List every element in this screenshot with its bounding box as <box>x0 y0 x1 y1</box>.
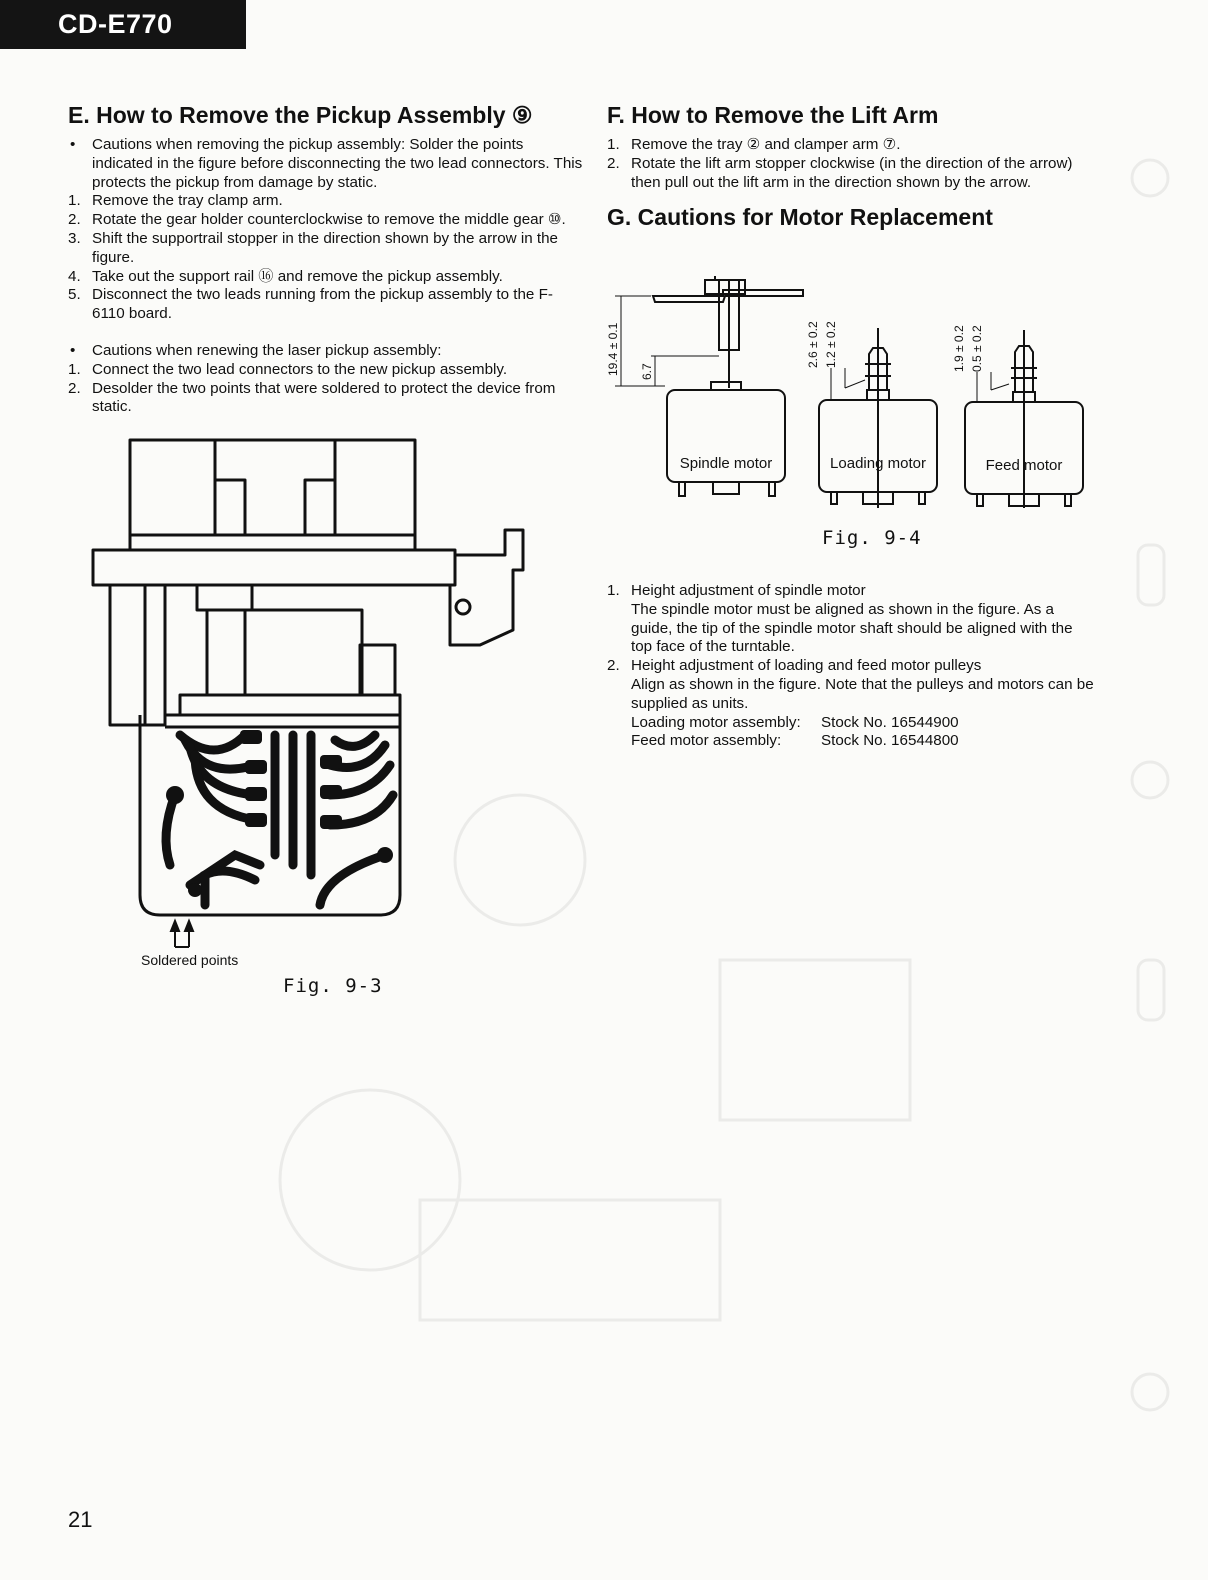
list-item: 1. Connect the two lead connectors to the new pickup assembly. <box>68 360 508 378</box>
list-item: 2. Desolder the two points that were soldered to protect the device from static. <box>68 379 556 416</box>
loading-stock-number: Stock No. 16544900 <box>821 713 959 731</box>
note-1-body: The spindle motor must be aligned as shown in the figure. As a guide, the tip of the spindle motor shaft should be aligned with the top face of the turntable. <box>631 600 1073 656</box>
list-item: 2. Rotate the gear holder counterclockwise to remove the middle gear ⑩. <box>68 211 566 229</box>
list-item: 3. Shift the supportrail stopper in the direction shown by the arrow in the figure. <box>68 229 559 266</box>
dim-spindle-shaft: 6.7 <box>640 363 654 380</box>
dim-loading-b: 1.2 ± 0.2 <box>824 321 838 368</box>
spindle-motor-label: Spindle motor <box>679 455 773 472</box>
feed-stock-number: Stock No. 16544800 <box>821 732 959 750</box>
caution-renewing: • Cautions when renewing the laser pickup assembly: <box>68 342 584 361</box>
loading-motor-label: Loading motor <box>830 455 926 472</box>
section-f <box>607 100 1097 238</box>
figure-9-4-caption: Fig. 9-4 <box>822 527 922 549</box>
list-item: 1. Remove the tray clamp arm. <box>68 192 283 210</box>
section-e <box>68 100 584 417</box>
soldered-points-label: Soldered points <box>141 952 239 968</box>
list-item: 5. Disconnect the two leads running from the pickup assembly to the F-6110 board. <box>68 286 553 323</box>
dim-loading-a: 2.6 ± 0.2 <box>806 321 820 368</box>
feed-assembly-label: Feed motor assembly: <box>631 732 782 750</box>
dim-feed-a: 1.9 ± 0.2 <box>952 325 966 372</box>
list-item: 1. Remove the tray ② and clamper arm ⑦. <box>607 136 901 153</box>
note-1-title: Height adjustment of spindle motor <box>631 582 866 599</box>
dim-feed-b: 0.5 ± 0.2 <box>970 325 984 372</box>
figure-9-3-caption: Fig. 9-3 <box>283 975 383 997</box>
dim-spindle-total: 19.4 ± 0.1 <box>606 322 620 376</box>
motor-height-diagram <box>605 268 1100 513</box>
loading-assembly-label: Loading motor assembly: <box>631 713 801 731</box>
note-2-body: Align as shown in the figure. Note that the pulleys and motors can be supplied as units. <box>631 675 1094 712</box>
section-e-title: E. How to Remove the Pickup Assembly ⑨ <box>68 102 533 128</box>
model-header: CD-E770 <box>0 0 246 49</box>
section-g-title: G. Cautions for Motor Replacement <box>607 204 993 231</box>
motor-notes: 1. Height adjustment of spindle motor The spindle motor must be aligned as shown in the figure. As a guide, the tip of the spindle motor shaft should be aligned with the top face of the turntable. 2. Height adjustment of loading and feed motor pulleys Align as shown in the figure. Note that the pulleys and motors can be supplied as units. Loading motor assembly: Stock No. 16544900 Feed motor assembly: Stock No. 16544800 <box>607 582 1097 751</box>
caution-removing: • Cautions when removing the pickup assembly: Solder the points indicated in the figure before disconnecting the two lead connectors. This protects the pickup from damage by static. <box>68 136 584 192</box>
section-f-title: F. How to Remove the Lift Arm <box>607 102 939 128</box>
feed-motor-label: Feed motor <box>985 457 1063 474</box>
list-item: 2. Rotate the lift arm stopper clockwise (in the direction of the arrow) then pull out the lift arm in the direction shown by the arrow. <box>607 154 1073 191</box>
pickup-assembly-diagram <box>85 435 535 975</box>
note-2-title: Height adjustment of loading and feed motor pulleys <box>631 657 982 675</box>
page-number: 21 <box>68 1507 93 1532</box>
list-item: 4. Take out the support rail ⑯ and remove the pickup assembly. <box>68 267 503 285</box>
